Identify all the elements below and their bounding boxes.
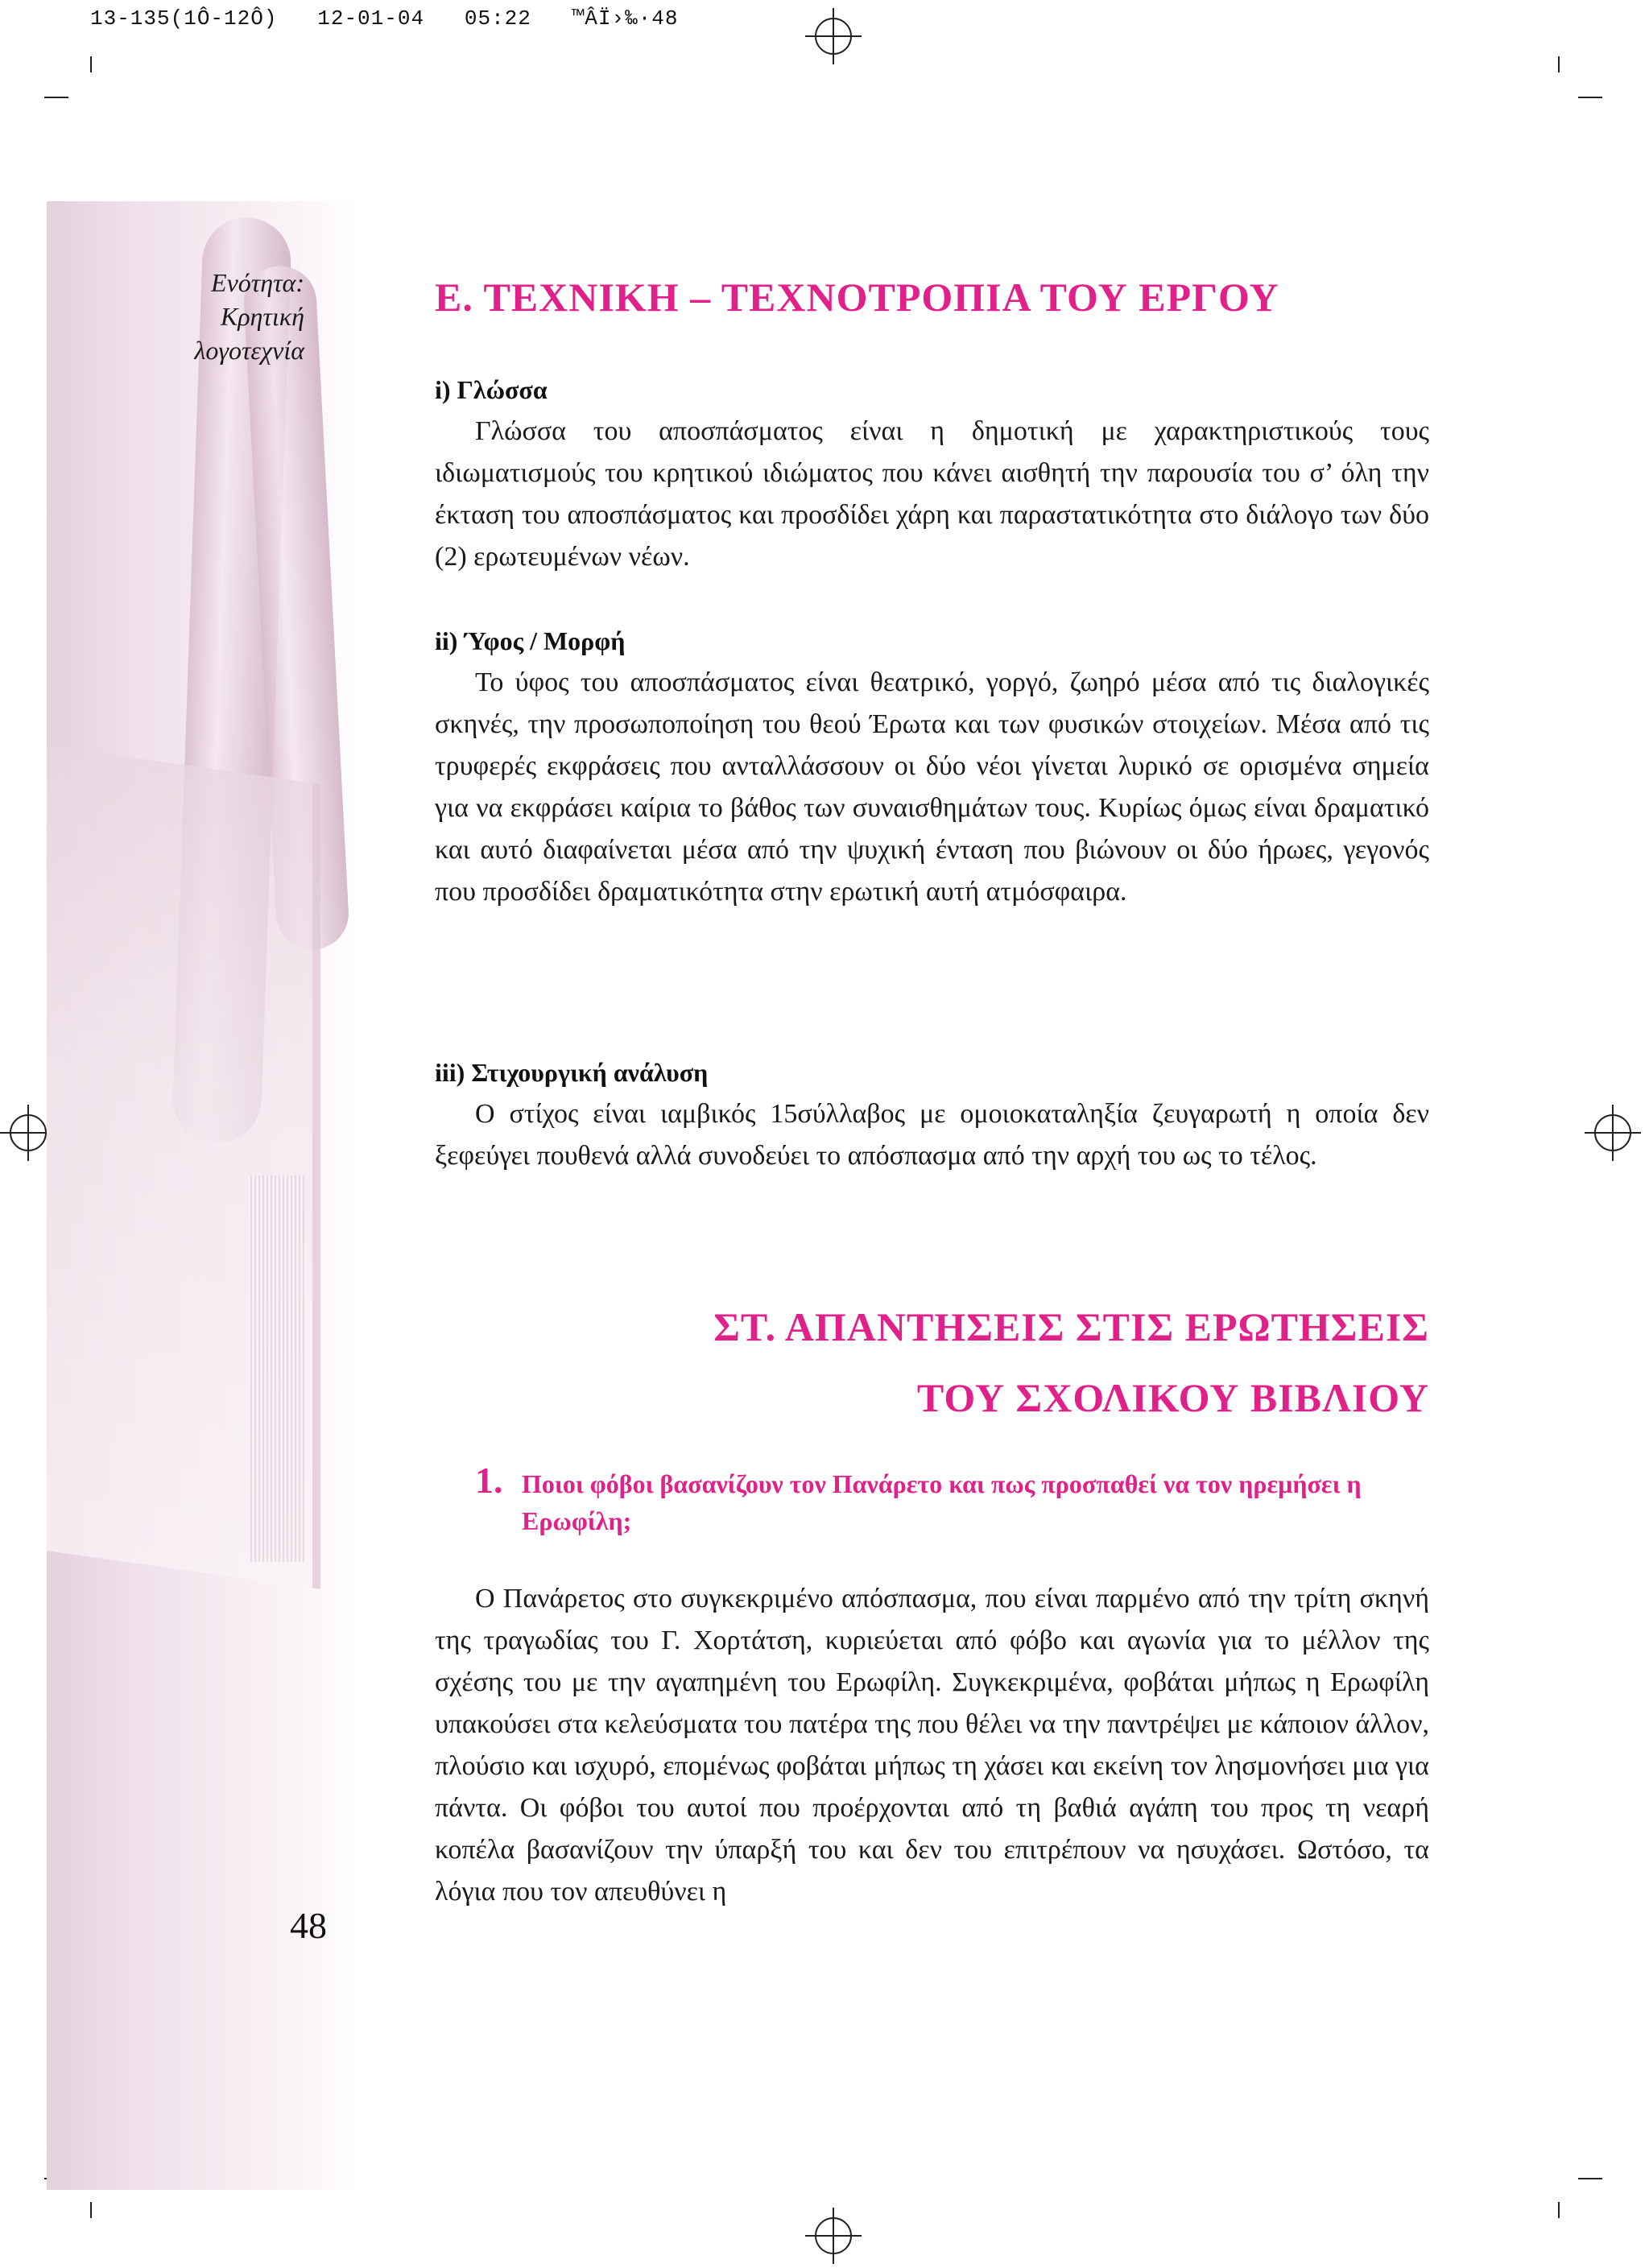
unit-label-line: λογοτεχνία: [194, 336, 304, 365]
crop-mark: [90, 56, 92, 72]
sidebar-illustration: [47, 201, 357, 2190]
crop-mark: [1578, 97, 1602, 98]
crop-mark: [90, 2202, 92, 2218]
subsection-verse-title: iii) Στιχουργική ανάλυση: [435, 1058, 709, 1087]
registration-mark-bottom: [805, 2208, 862, 2264]
question-1-answer: Ο Πανάρετος στο συγκεκριμένο απόσπασμα, που είναι παρμένο από την τρίτη σκηνή της τραγωδίας του Γ. Χορτάτση, κυριεύεται από φόβο και αγωνία για το μέλλον της σχέσης του με την αγαπημένη του Ερωφίλη. Συγκεκριμένα, φοβάται μήπως η Ερωφίλη υπακούσει στα κελεύσματα του πατέρα της που θέλει να την παντρέψει με κάποιον άλλον, πλούσιο και ισχυρό, επομένως φοβάται μήπως τη χάσει και εκείνη τον λησμονήσει μια για πάντα. Οι φόβοι του αυτοί που προέρχονται από τη βαθιά αγάπη του προς τη νεαρή κοπέλα βασανίζουν την ύπαρξή του και δεν του επιτρέπουν να ησυχάσει. Ωστόσο, τα λόγια που τον απευθύνει η: [435, 1584, 1429, 1907]
book-pages-illustration: [248, 1175, 304, 1562]
print-slug: 13-135(1Ô-12Ô) 12-01-04 05:22 ™ÂÏ›‰·48: [90, 6, 679, 31]
unit-label-line: Κρητική: [220, 302, 304, 331]
crop-mark: [1578, 2178, 1602, 2179]
section-st-heading: [435, 1300, 1429, 1424]
section-st-heading-line: ΣΤ. ΑΠΑΝΤΗΣΕΙΣ ΣΤΙΣ ΕΡΩΤΗΣΕΙΣ: [713, 1304, 1429, 1349]
section-e-heading: Ε. ΤΕΧΝΙΚΗ – ΤΕΧΝΟΤΡΟΠΙΑ ΤΟΥ ΕΡΓΟΥ: [435, 275, 1279, 320]
question-text: Ποιοι φόβοι βασανίζουν τον Πανάρετο και πως προσπαθεί να τον ηρεμήσει η Ερωφίλη;: [522, 1469, 1362, 1535]
crop-mark: [1558, 2202, 1560, 2218]
registration-mark-top: [805, 8, 862, 64]
subsection-language-title: i) Γλώσσα: [435, 375, 548, 404]
registration-mark-right: [1585, 1105, 1641, 1161]
unit-label: [161, 266, 304, 367]
subsection-style-text: Το ύφος του αποσπάσματος είναι θεατρικό, γοργό, ζωηρό μέσα από τις διαλογικές σκηνές, την προσωποποίηση του θεού Έρωτα και των φυσικών στοιχείων. Μέσα από τις τρυφερές εκφράσεις που ανταλλάσσουν οι δύο νέοι γίνεται λυρικό σε ορισμένα σημεία για να εκφράσει καίρια το βάθος των συναισθημάτων τους. Κυρίως όμως είναι δραματικό και αυτό διαφαίνεται μέσα από την ψυχική ένταση που βιώνουν οι δύο ήρωες, γεγονός που προσδίδει δραματικότητα στην ερωτική αυτή ατμόσφαιρα.: [435, 667, 1429, 907]
section-st-heading-line: ΤΟΥ ΣΧΟΛΙΚΟΥ ΒΙΒΛΙΟΥ: [916, 1375, 1429, 1420]
question-number: 1.: [475, 1460, 503, 1501]
subsection-language-text: Γλώσσα του αποσπάσματος είναι η δημοτική με χαρακτηριστικούς τους ιδιωματισμούς του κρητικού ιδιώματος που κάνει αισθητή την παρουσία του σ’ όλη την έκταση του αποσπάσματος και προσδίδει χάρη και παραστατικότητα στο διάλογο των δύο (2) ερωτευμένων νέων.: [435, 416, 1429, 572]
question-1: [435, 1460, 1429, 1539]
crop-mark: [1558, 56, 1560, 72]
page-number: 48: [290, 1905, 327, 1946]
crop-mark: [44, 97, 68, 98]
subsection-verse-text: Ο στίχος είναι ιαμβικός 15σύλλαβος με ομοιοκαταληξία ζευγαρωτή η οποία δεν ξεφεύγει πουθενά αλλά συνοδεύει το απόσπασμα από την αρχή του ως το τέλος.: [435, 1099, 1429, 1171]
subsection-style-title: ii) Ύφος / Μορφή: [435, 626, 626, 655]
unit-label-line: Ενότητα:: [211, 268, 304, 297]
